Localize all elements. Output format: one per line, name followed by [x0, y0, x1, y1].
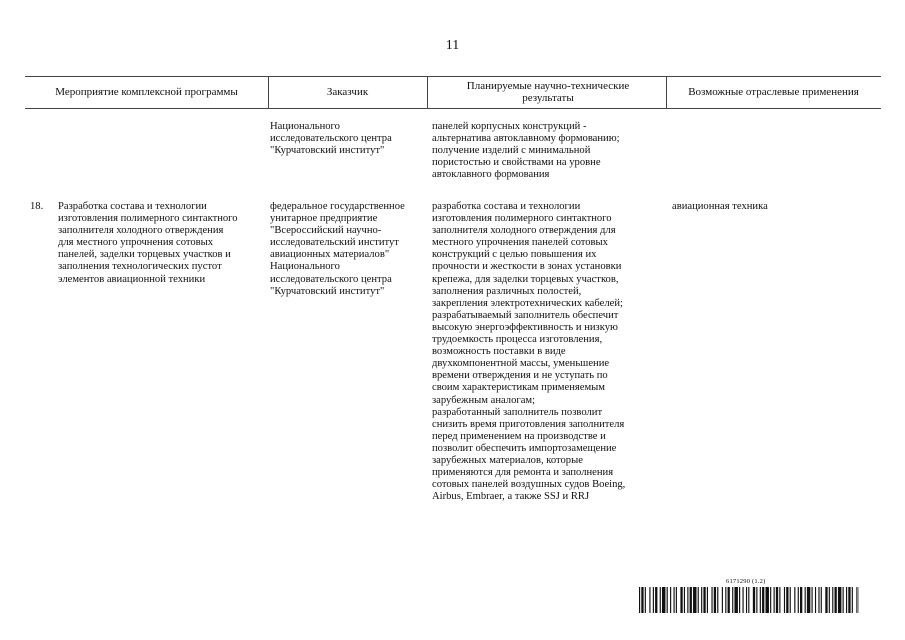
header-results: Планируемые научно-технические результаты	[466, 80, 630, 104]
continuation-results: панелей корпусных конструкций - альтернатива автоклавному формованию; получение изделий с минимальной пористостью и свойствами на уровне автоклавного формования	[432, 121, 620, 181]
header-applications: Возможные отраслевые применения	[688, 86, 859, 98]
continuation-customer: Национального исследовательского центра "Курчатовский институт"	[270, 121, 392, 157]
barcode-image	[639, 587, 859, 613]
header-customer: Заказчик	[326, 86, 369, 98]
row-number: 18.	[30, 201, 44, 212]
table-top-rule	[25, 76, 881, 77]
row-results: разработка состава и технологии изготовления полимерного синтактного заполнителя холодного отверждения для местного упрочнения панелей сотовых конструкций с целью повышения их прочности и жесткости в зонах установки крепежа, для заделки торцевых участков, заполнения различных полостей, закрепления электротехнических кабелей; разрабатываемый заполнитель обеспечит высокую энергоэффективность и низкую трудоемкость процесса изготовления, возможность поставки в виде двухкомпонентной массы, уменьшение времени отверждения и не уступать по своим характеристикам применяемым зарубежным аналогам; разработанный заполнитель позволит снизить время приготовления заполнителя перед применением на производстве и позволит обеспечить импортозамещение зарубежных материалов, которые применяются для ремонта и заполнения сотовых панелей воздушных судов Boeing, Airbus, Embraer, а также SSJ и RRJ	[432, 201, 626, 503]
table-header-rule	[25, 108, 881, 109]
row-customer: федеральное государственное унитарное предприятие "Всероссийский научно- исследовательский институт авиационных материалов" Национального исследовательского центра "Курчатовский институт"	[270, 201, 405, 297]
barcode-label: 6171290 (1.2)	[726, 578, 766, 585]
row-applications: авиационная техника	[672, 201, 768, 212]
header-divider	[427, 76, 428, 108]
header-measure: Мероприятие комплексной программы	[55, 86, 238, 98]
page-number: 11	[445, 38, 460, 53]
row-measure: Разработка состава и технологии изготовления полимерного синтактного заполнителя холодного отверждения для местного упрочнения сотовых панелей, заделки торцевых участков и заполнения технологических пустот элементов авиационной техники	[58, 201, 238, 285]
